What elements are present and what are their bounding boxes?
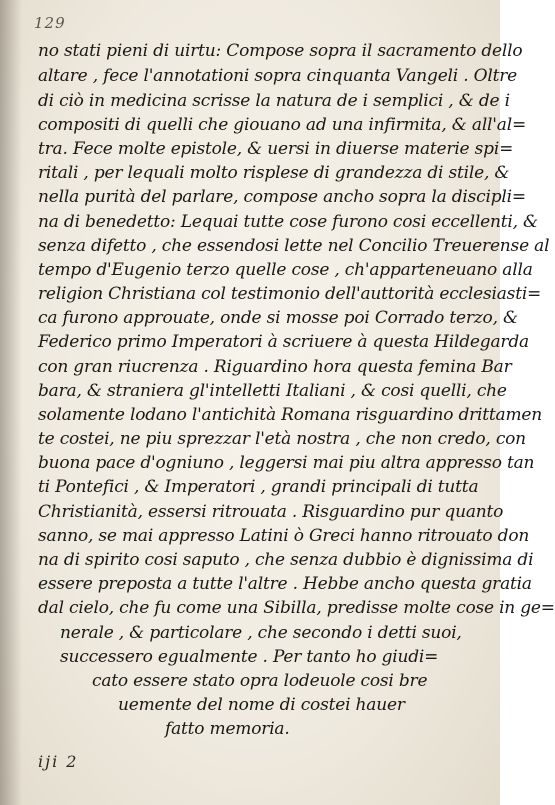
text-line: nella purità del parlare, compose ancho sopra la discipli= — [38, 187, 526, 207]
text-line: no stati pieni di uirtu: Compose sopra il sacramento dello — [38, 41, 523, 61]
text-line: na di spirito cosi saputo , che senza dubbio è dignissima di — [38, 550, 534, 570]
text-line: cato essere stato opra lodeuole cosi bre — [92, 671, 428, 691]
text-line: sanno, se mai appresso Latini ò Greci hanno ritrouato don — [38, 526, 530, 546]
signature-mark: iji 2 — [38, 752, 79, 771]
text-line: tra. Fece molte epistole, & uersi in diuerse materie spi= — [38, 139, 514, 159]
text-line: Christianità, essersi ritrouata . Risguardino pur quanto — [38, 502, 504, 522]
text-line: compositi di quelli che giouano ad una infirmita, & all'al= — [38, 115, 526, 135]
text-line: successero egualmente . Per tanto ho giudi= — [60, 647, 439, 667]
text-line: buona pace d'ogniuno , leggersi mai piu altra appresso tan — [38, 453, 535, 473]
text-line: dal cielo, che fu come una Sibilla, predisse molte cose in ge= — [38, 598, 555, 618]
text-line: nerale , & particolare , che secondo i detti suoi, — [60, 623, 462, 643]
text-line: solamente lodano l'antichità Romana risguardino drittamen — [38, 405, 543, 425]
text-line: fatto memoria. — [165, 719, 290, 739]
text-line: uemente del nome di costei hauer — [118, 695, 405, 715]
text-line: Federico primo Imperatori à scriuere à questa Hildegarda — [38, 332, 529, 352]
text-line: tempo d'Eugenio terzo quelle cose , ch'apparteneuano alla — [38, 260, 533, 280]
page-number: 129 — [34, 14, 66, 32]
text-line: altare , fece l'annotationi sopra cinquanta Vangeli . Oltre — [38, 66, 518, 86]
text-line: con gran riucrenza . Riguardino hora questa femina Bar — [38, 357, 512, 377]
text-line: ti Pontefici , & Imperatori , grandi principali di tutta — [38, 477, 479, 497]
text-line: ritali , per lequali molto risplese di grandezza di stile, & — [38, 163, 510, 183]
text-line: di ciò in medicina scrisse la natura de i semplici , & de i — [38, 91, 510, 111]
text-line: ca furono approuate, onde si mosse poi Corrado terzo, & — [38, 308, 518, 328]
text-line: na di benedetto: Lequai tutte cose furono cosi eccellenti, & — [38, 212, 538, 232]
text-line: bara, & straniera gl'intelletti Italiani , & cosi quelli, che — [38, 381, 507, 401]
text-line: religion Christiana col testimonio dell'auttorità ecclesiasti= — [38, 284, 542, 304]
binding-shadow — [0, 0, 22, 805]
text-line: essere preposta a tutte l'altre . Hebbe ancho questa gratia — [38, 574, 532, 594]
text-line: te costei, ne piu sprezzar l'età nostra , che non credo, con — [38, 429, 526, 449]
text-line: senza difetto , che essendosi lette nel Concilio Treuerense al — [38, 236, 550, 256]
